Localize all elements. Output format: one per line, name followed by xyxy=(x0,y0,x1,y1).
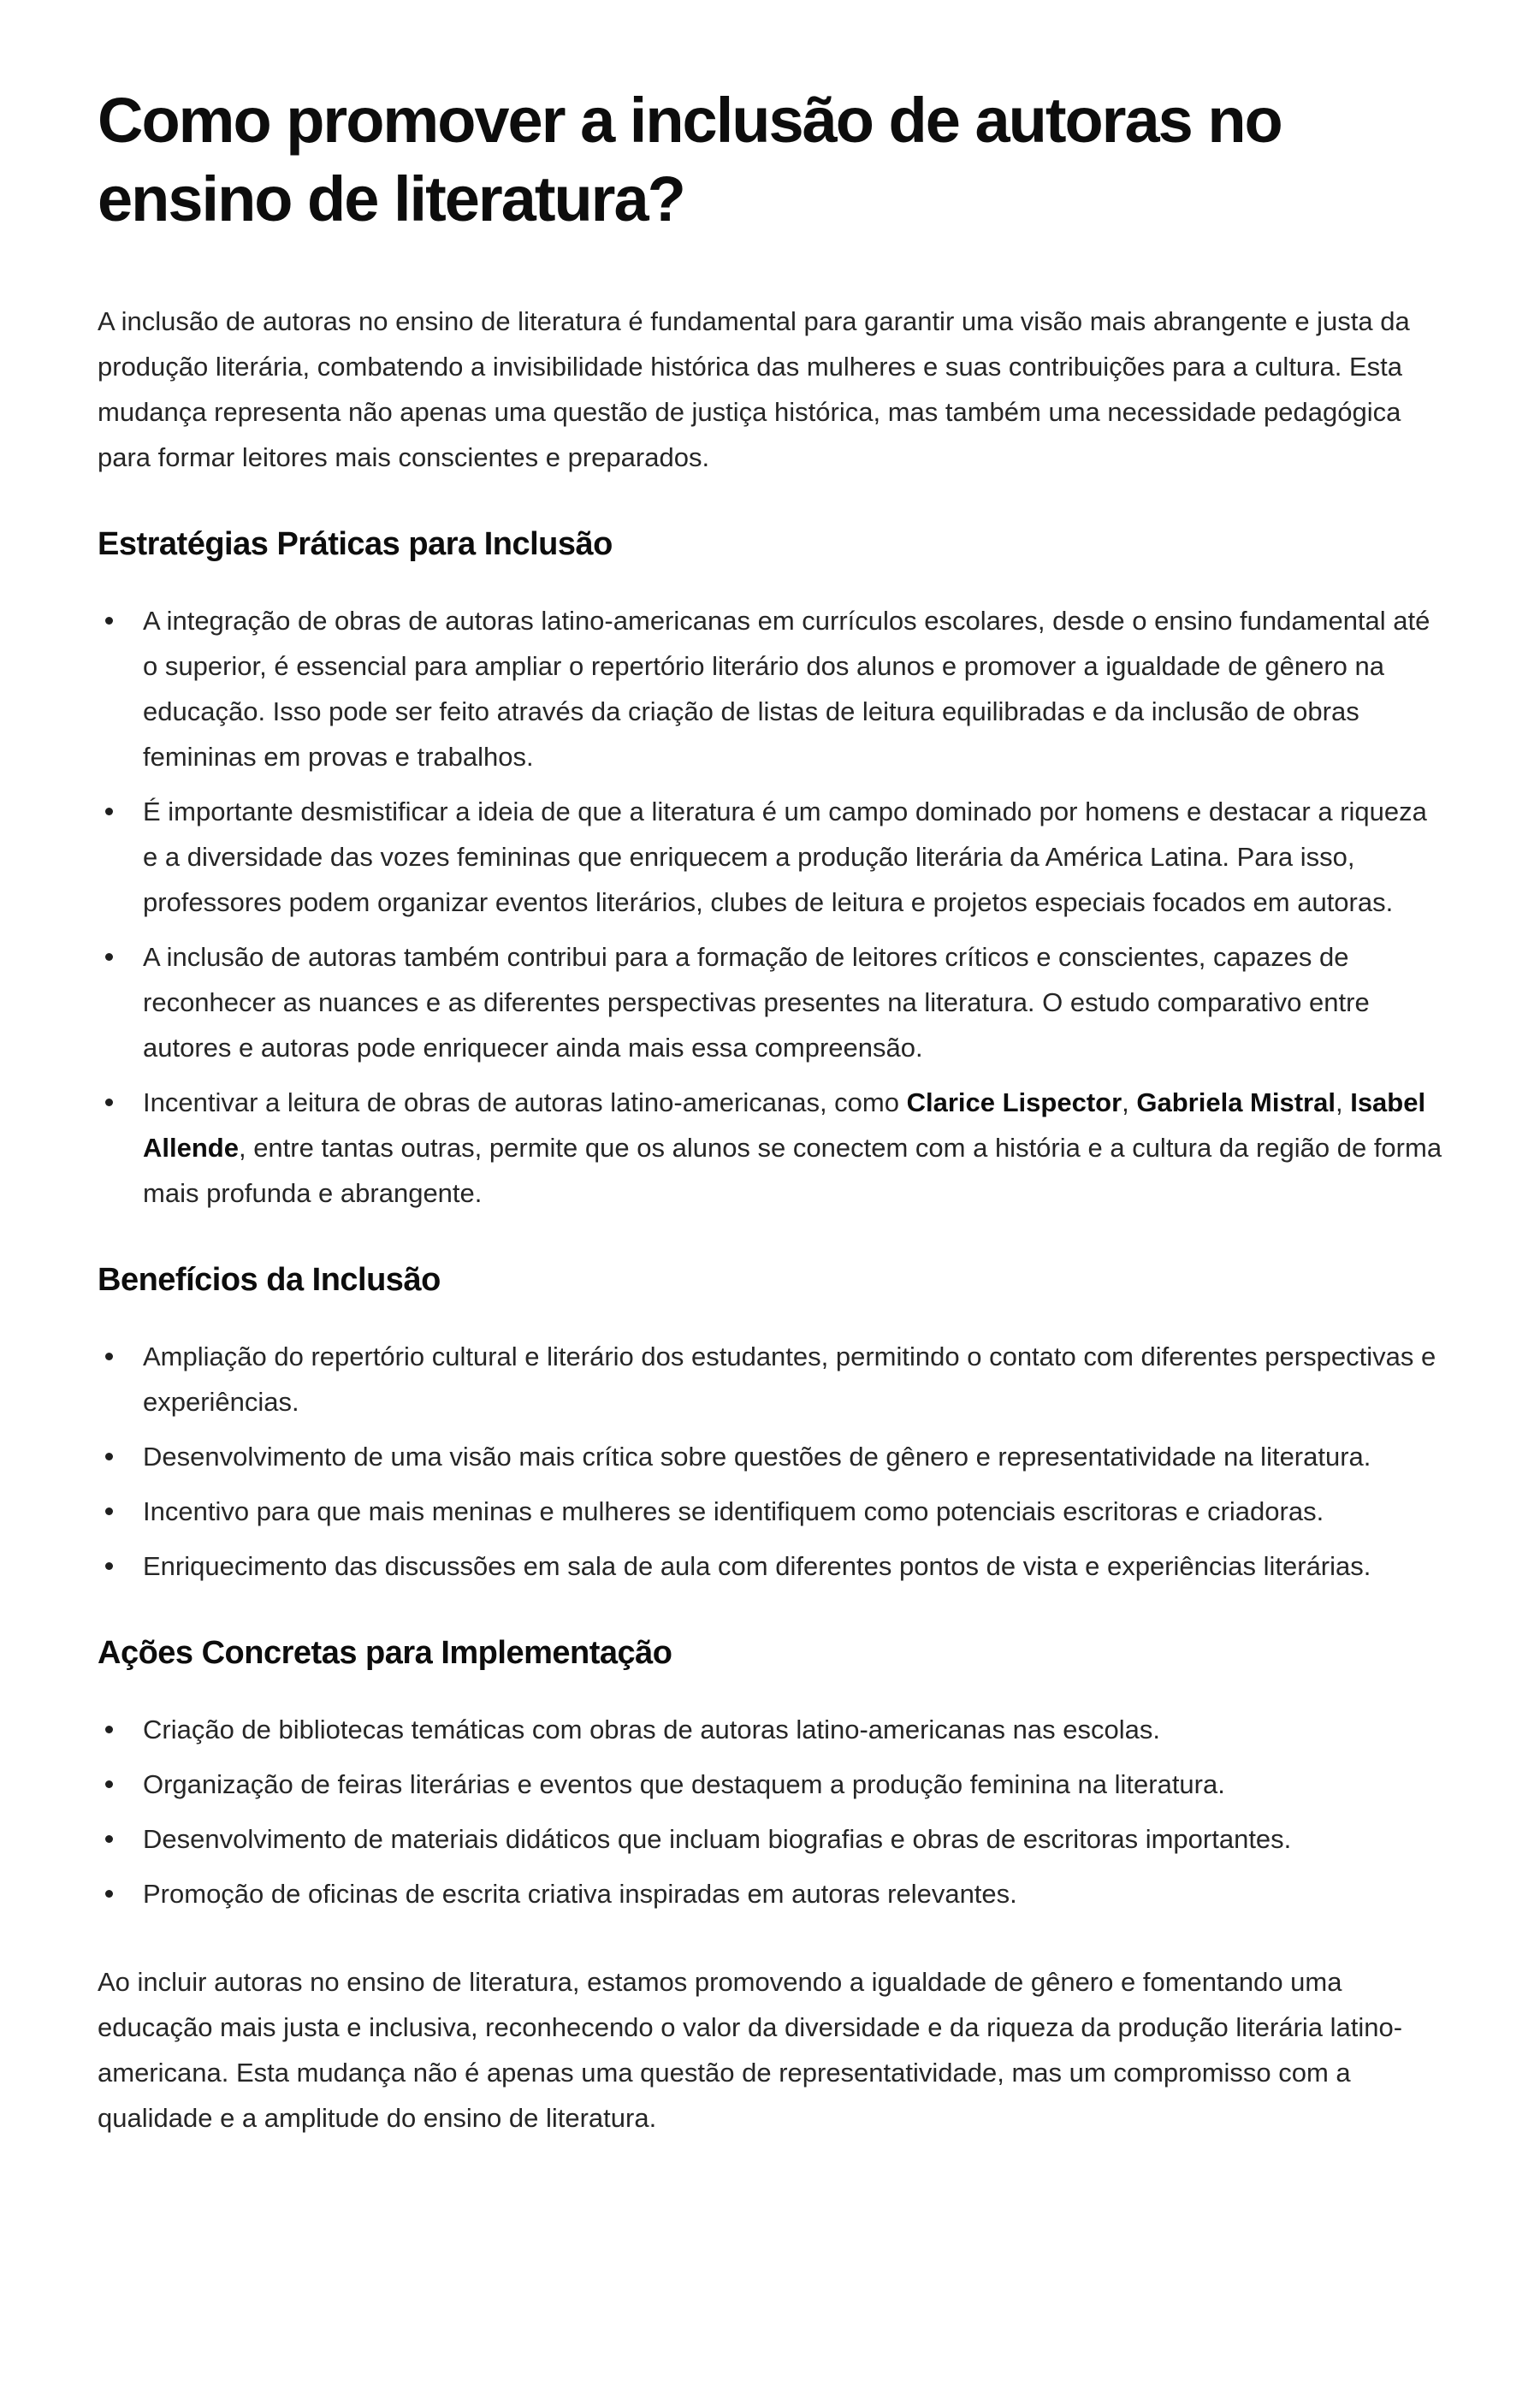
list-item-text: Organização de feiras literárias e eventos que destaquem a produção feminina na literatura. xyxy=(143,1769,1225,1799)
list-item xyxy=(98,1434,1442,1479)
bullet-icon xyxy=(105,1890,113,1898)
list-item xyxy=(98,789,1442,925)
bullet-icon xyxy=(105,1835,113,1843)
intro-paragraph: A inclusão de autoras no ensino de literatura é fundamental para garantir uma visão mais abrangente e justa da produção literária, combatendo a invisibilidade histórica das mulheres e suas contribuições para a cultura. Esta mudança representa não apenas uma questão de justiça histórica, mas também uma necessidade pedagógica para formar leitores mais conscientes e preparados. xyxy=(98,306,1410,472)
list-item-text: Ampliação do repertório cultural e literário dos estudantes, permitindo o contato com diferentes perspectivas e experiências. xyxy=(143,1342,1436,1417)
bullet-icon xyxy=(105,1726,113,1733)
list-item-text: A inclusão de autoras também contribui para a formação de leitores críticos e conscientes, capazes de reconhecer as nuances e as diferentes perspectivas presentes na literatura. O estudo comparativo entre autores e autoras pode enriquecer ainda mais essa compreensão. xyxy=(143,942,1370,1063)
bullet-icon xyxy=(105,1453,113,1460)
list-item-text-prefix: Incentivar a leitura de obras de autoras latino-americanas, como xyxy=(143,1087,907,1117)
list-item xyxy=(98,1871,1442,1916)
list-item xyxy=(98,1762,1442,1807)
bullet-icon xyxy=(105,1507,113,1515)
author-name: Clarice Lispector xyxy=(906,1087,1122,1117)
list-item-text: Desenvolvimento de uma visão mais crítica sobre questões de gênero e representatividade na literatura. xyxy=(143,1442,1371,1472)
strategies-list xyxy=(98,598,1442,1216)
author-name: Gabriela Mistral xyxy=(1136,1087,1336,1117)
list-item xyxy=(98,1707,1442,1752)
list-item xyxy=(98,1489,1442,1534)
list-item-text: É importante desmistificar a ideia de que a literatura é um campo dominado por homens e destacar a riqueza e a diversidade das vozes femininas que enriquecem a produção literária da América Latina. Para isso, professores podem organizar eventos literários, clubes de leitura e projetos especiais focados em autoras. xyxy=(143,797,1427,917)
page-title: Como promover a inclusão de autoras no ensino de literatura? xyxy=(98,85,1282,234)
list-item xyxy=(98,1080,1442,1216)
list-item xyxy=(98,1816,1442,1862)
conclusion-paragraph: Ao incluir autoras no ensino de literatura, estamos promovendo a igualdade de gênero e fomentando uma educação mais justa e inclusiva, reconhecendo o valor da diversidade e da riqueza da produção literária latino-americana. Esta mudança não é apenas uma questão de representatividade, mas um compromisso com a qualidade e a amplitude do ensino de literatura. xyxy=(98,1967,1403,2133)
bullet-icon xyxy=(105,1562,113,1570)
list-item-text: Incentivo para que mais meninas e mulheres se identifiquem como potenciais escritoras e criadoras. xyxy=(143,1496,1324,1526)
list-item-text: A integração de obras de autoras latino-americanas em currículos escolares, desde o ensino fundamental até o superior, é essencial para ampliar o repertório literário dos alunos e promover a igualdade de gênero na educação. Isso pode ser feito através da criação de listas de leitura equilibradas e da inclusão de obras femininas em provas e trabalhos. xyxy=(143,606,1430,772)
bullet-icon xyxy=(105,953,113,961)
list-item xyxy=(98,934,1442,1070)
bullet-icon xyxy=(105,808,113,815)
list-item-text: Criação de bibliotecas temáticas com obras de autoras latino-americanas nas escolas. xyxy=(143,1715,1160,1744)
benefits-list xyxy=(98,1334,1442,1589)
separator: , xyxy=(1335,1087,1351,1117)
list-item-text-suffix: , entre tantas outras, permite que os alunos se conectem com a história e a cultura da região de forma mais profunda e abrangente. xyxy=(143,1133,1442,1208)
actions-list xyxy=(98,1707,1442,1916)
bullet-icon xyxy=(105,1099,113,1106)
list-item-text: Desenvolvimento de materiais didáticos que incluam biografias e obras de escritoras importantes. xyxy=(143,1824,1292,1854)
list-item xyxy=(98,1543,1442,1589)
list-item xyxy=(98,598,1442,779)
section-heading-estrategias: Estratégias Práticas para Inclusão xyxy=(98,526,613,562)
bullet-icon xyxy=(105,617,113,625)
section-heading-acoes: Ações Concretas para Implementação xyxy=(98,1635,672,1671)
separator: , xyxy=(1122,1087,1137,1117)
bullet-icon xyxy=(105,1780,113,1788)
list-item-text: Promoção de oficinas de escrita criativa inspiradas em autoras relevantes. xyxy=(143,1879,1017,1909)
section-heading-beneficios: Benefícios da Inclusão xyxy=(98,1262,441,1298)
list-item xyxy=(98,1334,1442,1424)
list-item-text: Enriquecimento das discussões em sala de aula com diferentes pontos de vista e experiências literárias. xyxy=(143,1551,1371,1581)
author-name: Isabel Allende xyxy=(143,1087,1426,1163)
bullet-icon xyxy=(105,1353,113,1360)
